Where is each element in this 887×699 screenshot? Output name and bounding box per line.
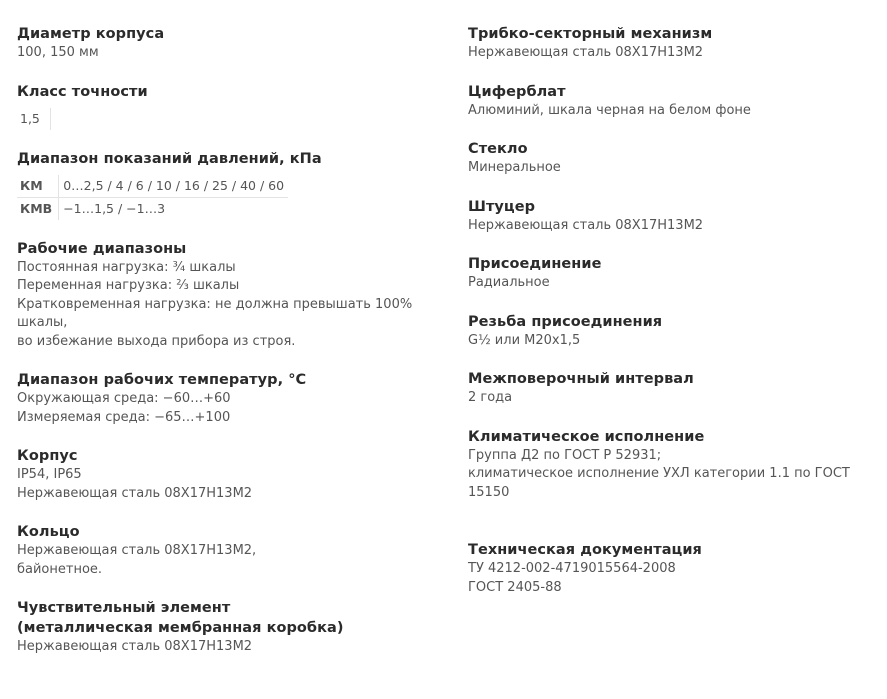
spec-value: Кратковременная нагрузка: не должна превышать 100% шкалы, bbox=[17, 296, 413, 330]
table-cell-value: −1…1,5 / −1…3 bbox=[59, 197, 288, 220]
table-row bbox=[17, 175, 288, 198]
spec-fitting bbox=[468, 197, 883, 236]
spec-title: Корпус bbox=[17, 448, 78, 464]
spec-title: Кольцо bbox=[17, 524, 80, 540]
spec-dial bbox=[468, 82, 883, 121]
spec-title: Циферблат bbox=[468, 83, 566, 100]
spec-tech-docs bbox=[468, 540, 883, 597]
spec-value: Минеральное bbox=[468, 160, 561, 175]
spec-value: Измеряемая среда: −65…+100 bbox=[17, 409, 231, 425]
spec-value: 2 года bbox=[468, 390, 513, 405]
spec-connection bbox=[468, 254, 883, 293]
spec-value: байонетное. bbox=[17, 561, 103, 577]
spec-value: Переменная нагрузка: ⅔ шкалы bbox=[17, 278, 240, 293]
spec-value: 100, 150 мм bbox=[17, 45, 99, 60]
spec-value: во избежание выхода прибора из строя. bbox=[17, 333, 296, 349]
spec-title: Техническая документация bbox=[468, 542, 702, 558]
spec-value: ТУ 4212-002-4719015564-2008 bbox=[468, 561, 676, 576]
spec-title: Диапазон показаний давлений, кПа bbox=[17, 150, 322, 167]
spec-title: Диаметр корпуса bbox=[17, 26, 165, 42]
table-cell-key: КМВ bbox=[17, 197, 59, 220]
spec-title: Чувствительный элемент bbox=[17, 600, 231, 616]
table-row bbox=[17, 197, 288, 220]
spec-pressure-range bbox=[17, 149, 447, 220]
spec-title: Климатическое исполнение bbox=[468, 428, 705, 445]
spec-title: (металлическая мембранная коробка) bbox=[17, 620, 344, 636]
spec-value: Нержавеющая сталь 08Х17Н13М2 bbox=[17, 639, 253, 654]
spec-housing-diameter bbox=[17, 24, 447, 63]
spec-value: Нержавеющая сталь 08Х17Н13М2 bbox=[468, 45, 704, 60]
spec-value: IP54, IP65 bbox=[17, 467, 82, 482]
spec-value: Постоянная нагрузка: ¾ шкалы bbox=[17, 259, 236, 275]
spec-housing bbox=[17, 446, 447, 503]
spec-value: Нержавеющая сталь 08Х17Н13М2 bbox=[17, 485, 253, 501]
spec-title: Диапазон рабочих температур, °С bbox=[17, 372, 307, 388]
spec-title: Трибко-секторный механизм bbox=[468, 26, 713, 42]
spec-value: Нержавеющая сталь 08Х17Н13М2 bbox=[468, 217, 704, 233]
spec-value: Радиальное bbox=[468, 275, 550, 290]
right-spec-column bbox=[468, 24, 883, 616]
spec-temperature-range bbox=[17, 370, 447, 427]
spec-title: Штуцер bbox=[468, 198, 536, 215]
spec-value: Группа Д2 по ГОСТ Р 52931; bbox=[468, 447, 662, 463]
spec-ring bbox=[17, 522, 447, 579]
spec-value: Нержавеющая сталь 08Х17Н13М2, bbox=[17, 543, 257, 558]
pressure-range-table bbox=[17, 175, 288, 220]
table-cell-value: 0…2,5 / 4 / 6 / 10 / 16 / 25 / 40 / 60 bbox=[59, 175, 288, 198]
spec-title: Присоединение bbox=[468, 256, 602, 272]
spec-calibration-interval bbox=[468, 369, 883, 408]
spec-value: Алюминий, шкала черная на белом фоне bbox=[468, 102, 751, 118]
spec-accuracy-class bbox=[17, 82, 447, 130]
spec-value: ГОСТ 2405-88 bbox=[468, 579, 562, 595]
spec-title: Стекло bbox=[468, 141, 528, 157]
table-cell-key: КМ bbox=[20, 177, 43, 193]
spec-mechanism bbox=[468, 24, 883, 63]
spec-title: Класс точности bbox=[17, 83, 148, 100]
spec-connection-thread bbox=[468, 312, 883, 351]
spec-glass bbox=[468, 139, 883, 178]
spec-value: Окружающая среда: −60…+60 bbox=[17, 391, 231, 406]
spec-title: Резьба присоединения bbox=[468, 313, 663, 330]
spec-working-ranges bbox=[17, 239, 447, 352]
spec-title: Рабочие диапазоны bbox=[17, 240, 187, 257]
spec-climate bbox=[468, 427, 883, 503]
left-spec-column bbox=[17, 24, 447, 676]
spec-sensing-element bbox=[17, 598, 447, 657]
spec-value: климатическое исполнение УХЛ категории 1.1 по ГОСТ 15150 bbox=[468, 466, 850, 500]
spec-value: G½ или М20х1,5 bbox=[468, 332, 581, 348]
spec-value: 1,5 bbox=[17, 108, 51, 130]
spec-title: Межповерочный интервал bbox=[468, 371, 694, 387]
